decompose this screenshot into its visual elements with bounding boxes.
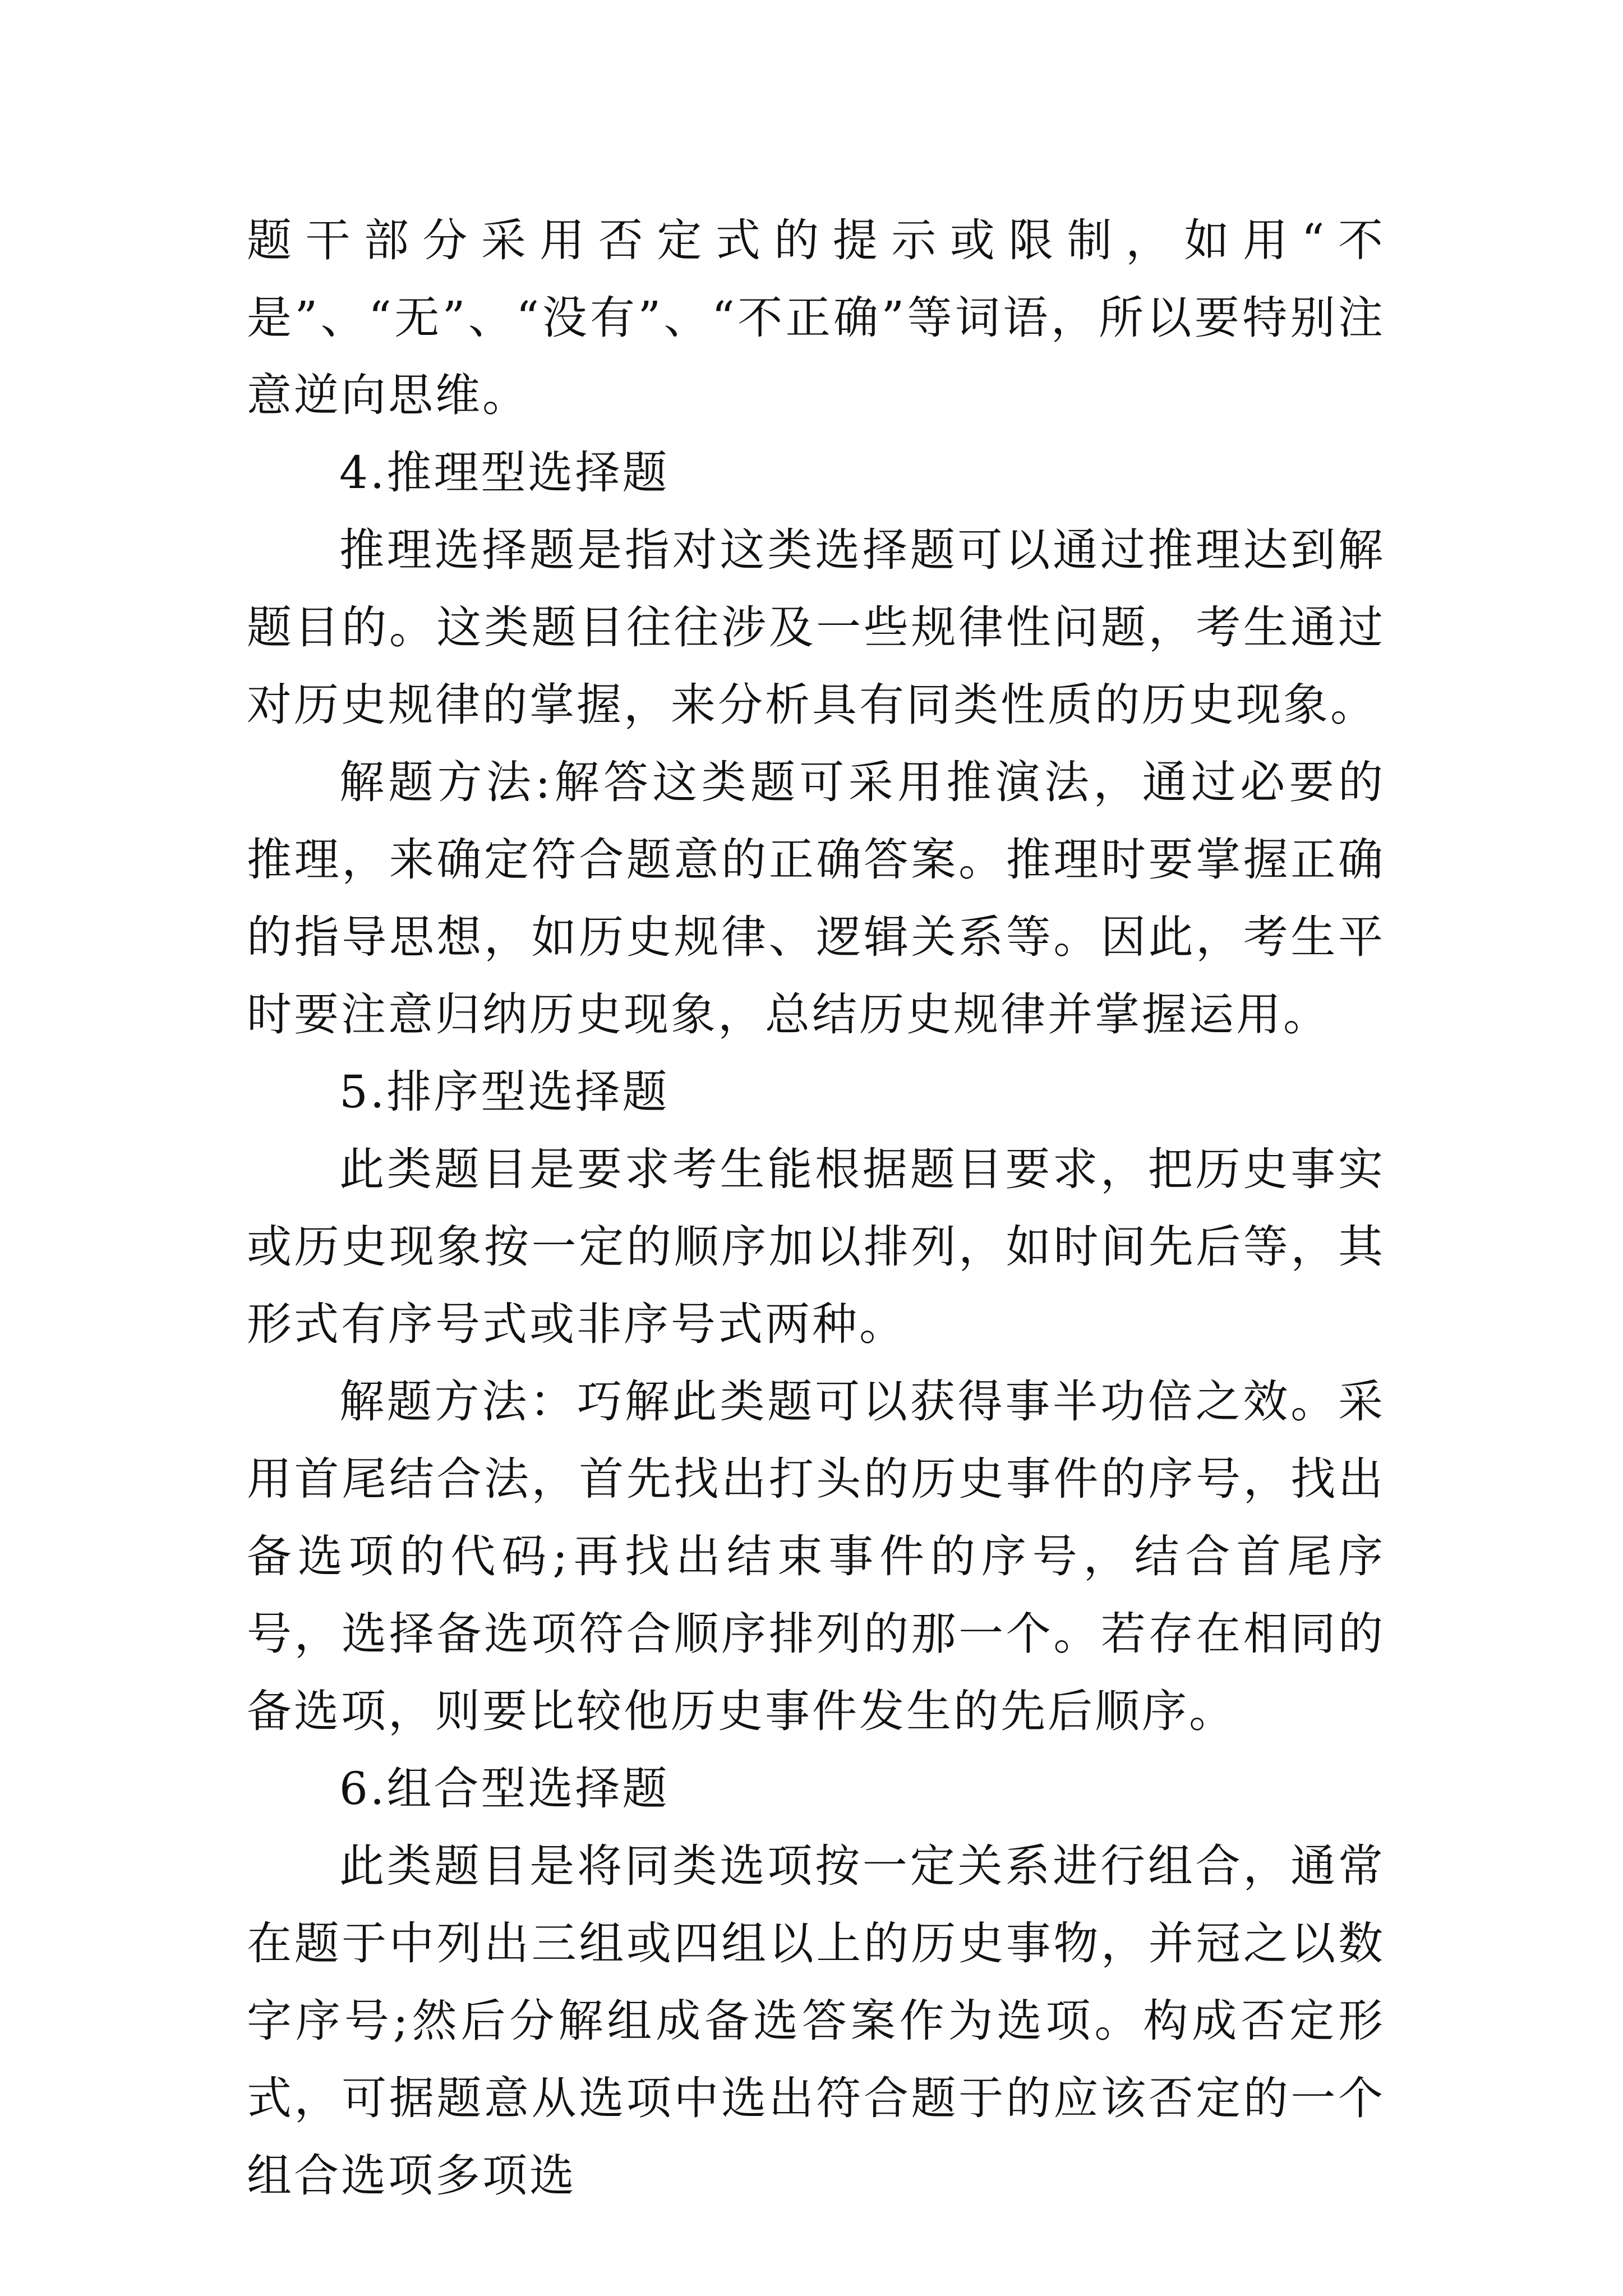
- paragraph: 此类题目是要求考生能根据题目要求，把历史事实或历史现象按一定的顺序加以排列，如时间先后等，其形式有序号式或非序号式两种。: [247, 1143, 1385, 1350]
- paragraph: 解题方法：巧解此类题可以获得事半功倍之效。采用首尾结合法，首先找出打头的历史事件的序号，找出备选项的代码;再找出结束事件的序号，结合首尾序号，选择备选项符合顺序排列的那一个。若存在相同的备选项，则要比较他历史事件发生的先后顺序。: [247, 1375, 1385, 1737]
- document-body: [247, 202, 1385, 2215]
- paragraph: 此类题目是将同类选项按一定关系进行组合，通常在题于中列出三组或四组以上的历史事物，并冠之以数字序号;然后分解组成备选答案作为选项。构成否定形式，可据题意从选项中选出符合题于的应该否定的一个组合选项多项选: [247, 1840, 1385, 2202]
- section-heading-6: 6.组合型选择题: [339, 1763, 670, 1815]
- section-heading-5: 5.排序型选择题: [339, 1066, 670, 1118]
- section-heading-4: 4.推理型选择题: [339, 447, 670, 499]
- paragraph-continued: 题干部分采用否定式的提示或限制，如用“不是”、“无”、“没有”、“不正确”等词语，所以要特别注意逆向思维。: [247, 214, 1385, 421]
- paragraph: 推理选择题是指对这类选择题可以通过推理达到解题目的。这类题目往往涉及一些规律性问题，考生通过对历史规律的掌握，来分析具有同类性质的历史现象。: [247, 524, 1385, 731]
- paragraph: 解题方法:解答这类题可采用推演法，通过必要的推理，来确定符合题意的正确答案。推理时要掌握正确的指导思想，如历史规律、逻辑关系等。因此，考生平时要注意归纳历史现象，总结历史规律并掌握运用。: [247, 756, 1385, 1041]
